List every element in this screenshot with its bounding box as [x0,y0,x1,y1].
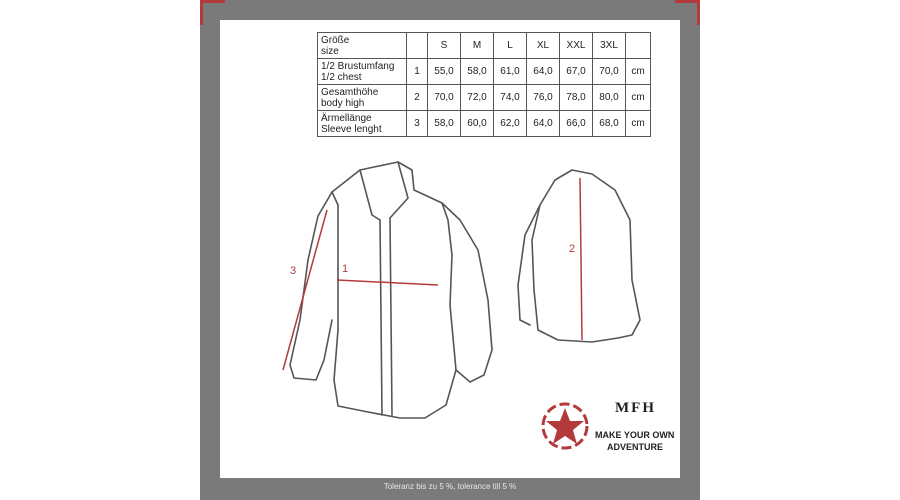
cell: 67,0 [560,59,593,85]
unit: cm [626,85,651,111]
size-header-l: L [494,33,527,59]
jacket-illustration [220,20,680,478]
cell: 68,0 [593,111,626,137]
slogan-line-2: ADVENTURE [607,442,664,452]
cell: 62,0 [494,111,527,137]
size-header-m: M [461,33,494,59]
marker-3: 3 [290,265,297,277]
cell: 78,0 [560,85,593,111]
slogan-line-1: MAKE YOUR OWN [595,430,675,440]
cell: 58,0 [461,59,494,85]
size-header-3xl: 3XL [593,33,626,59]
measure-line-height [580,178,582,340]
jacket-collar [360,162,408,220]
jacket-back-outline [532,170,640,342]
size-header-xl: XL [527,33,560,59]
jacket-front-outline [332,162,456,418]
cell: 58,0 [428,111,461,137]
row-number: 3 [407,111,428,137]
cell: 55,0 [428,59,461,85]
row-number: 2 [407,85,428,111]
marker-2: 2 [569,243,576,255]
measure-line-sleeve [283,210,327,370]
row-number: 1 [407,59,428,85]
star-logo [543,404,587,448]
size-header-xxl: XXL [560,33,593,59]
cell: 61,0 [494,59,527,85]
cell: 70,0 [428,85,461,111]
cell: 64,0 [527,111,560,137]
cell: 70,0 [593,59,626,85]
cell: 72,0 [461,85,494,111]
cell: 66,0 [560,111,593,137]
cell: 64,0 [527,59,560,85]
size-header-s: S [428,33,461,59]
jacket-left-sleeve [290,192,332,380]
marker-1: 1 [342,263,349,275]
size-chart-panel [220,20,680,478]
size-header-label: Größe size [318,33,407,59]
row-label: Gesamthöhe body high [318,85,407,111]
cell: 80,0 [593,85,626,111]
tolerance-footer: Toleranz bis zu 5 %, tolerance till 5 % [383,482,517,491]
frame [200,0,700,500]
jacket-zipper [380,218,392,415]
unit: cm [626,111,651,137]
cell: 74,0 [494,85,527,111]
cell: 60,0 [461,111,494,137]
cell: 76,0 [527,85,560,111]
brand-name: MFH [615,400,656,416]
row-label: Ärmellänge Sleeve lenght [318,111,407,137]
measure-line-chest [337,280,438,285]
row-label: 1/2 Brustumfang 1/2 chest [318,59,407,85]
unit: cm [626,59,651,85]
star-icon [546,408,584,444]
